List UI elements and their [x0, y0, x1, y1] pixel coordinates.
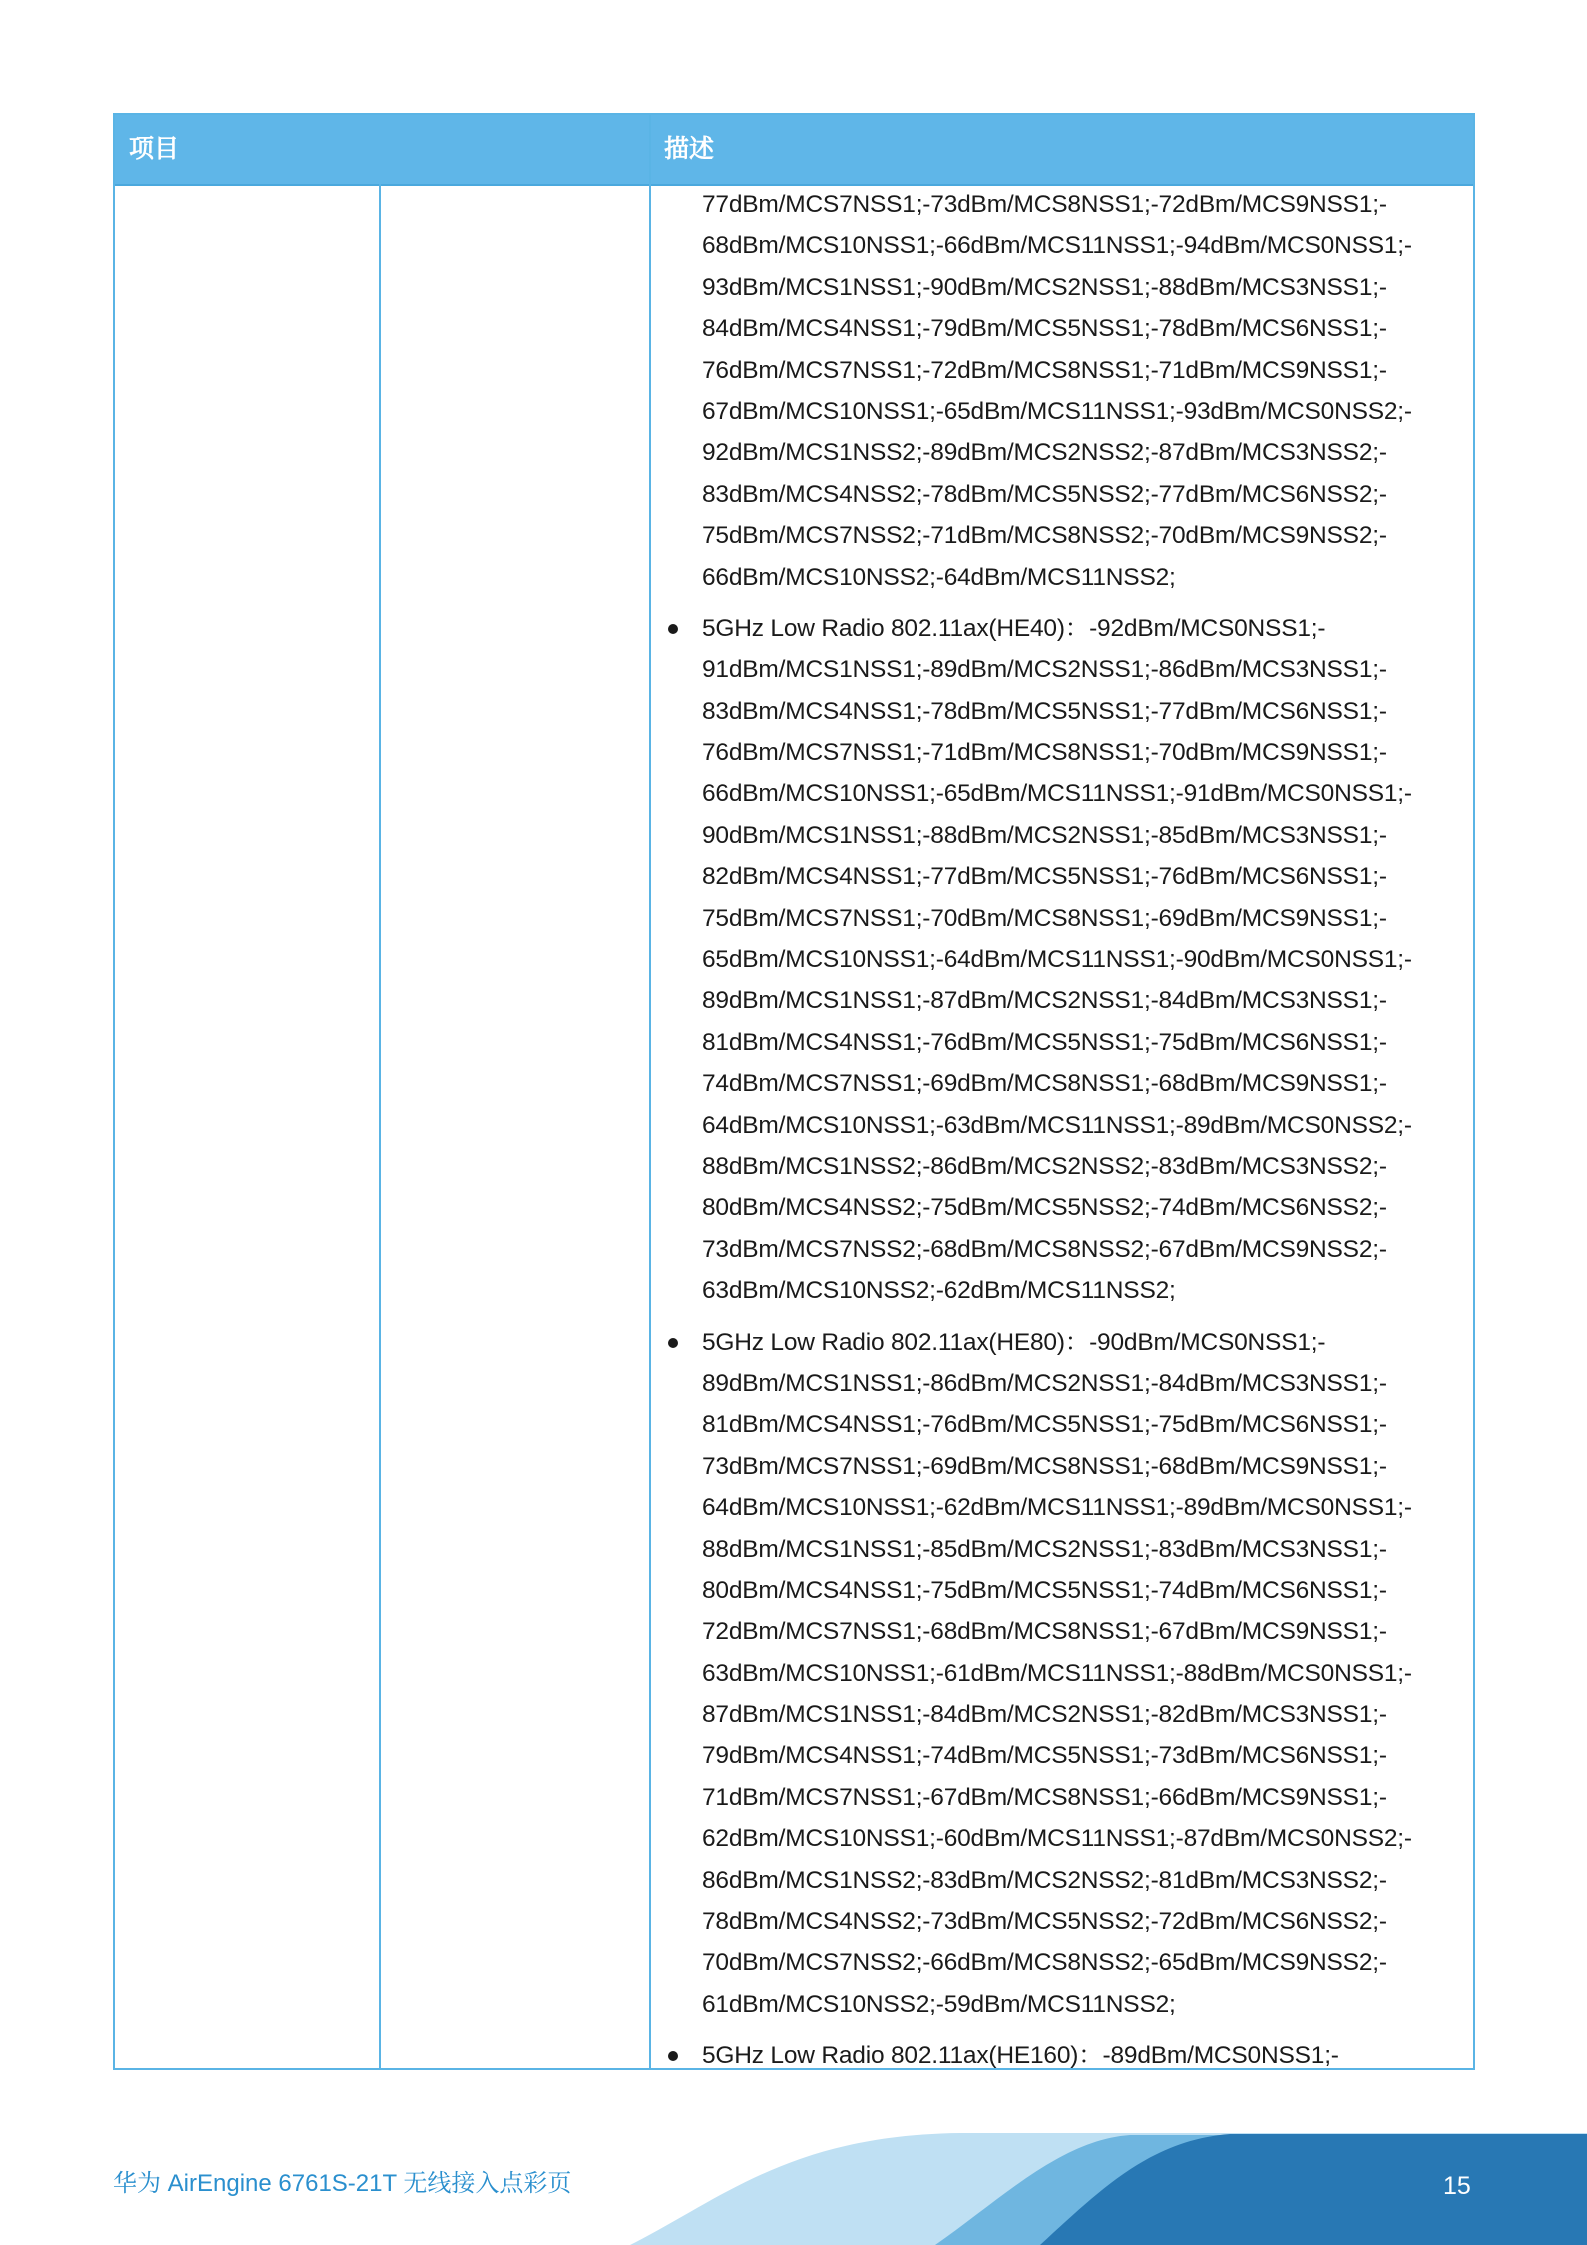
text-line: 88dBm/MCS1NSS1;-85dBm/MCS2NSS1;-83dBm/MCS3NSS1;-: [702, 1535, 1387, 1563]
text-line: 80dBm/MCS4NSS2;-75dBm/MCS5NSS2;-74dBm/MCS6NSS2;-: [702, 1194, 1387, 1222]
text-line: 81dBm/MCS4NSS1;-76dBm/MCS5NSS1;-75dBm/MCS6NSS1;-: [702, 1028, 1387, 1056]
text-line: 66dBm/MCS10NSS2;-64dBm/MCS11NSS2;: [702, 563, 1176, 591]
description-text: [702, 184, 1442, 2068]
text-line: 93dBm/MCS1NSS1;-90dBm/MCS2NSS1;-88dBm/MCS3NSS1;-: [702, 273, 1387, 301]
text-line: 83dBm/MCS4NSS1;-78dBm/MCS5NSS1;-77dBm/MCS6NSS1;-: [702, 697, 1387, 725]
spec-table: [113, 113, 1475, 2070]
text-line: 86dBm/MCS1NSS2;-83dBm/MCS2NSS2;-81dBm/MCS3NSS2;-: [702, 1866, 1387, 1894]
text-line: 63dBm/MCS10NSS1;-61dBm/MCS11NSS1;-88dBm/MCS0NSS1;-: [702, 1659, 1412, 1687]
text-line: 91dBm/MCS1NSS1;-89dBm/MCS2NSS1;-86dBm/MCS3NSS1;-: [702, 656, 1387, 684]
bullet-item: [702, 1322, 1442, 2036]
text-line: 81dBm/MCS4NSS1;-76dBm/MCS5NSS1;-75dBm/MCS6NSS1;-: [702, 1411, 1387, 1439]
text-line: 74dBm/MCS7NSS1;-69dBm/MCS8NSS1;-68dBm/MCS9NSS1;-: [702, 1070, 1387, 1098]
text-line: 71dBm/MCS7NSS1;-67dBm/MCS8NSS1;-66dBm/MCS9NSS1;-: [702, 1783, 1387, 1811]
text-line: 65dBm/MCS10NSS1;-64dBm/MCS11NSS1;-90dBm/MCS0NSS1;-: [702, 946, 1412, 974]
page-footer: [0, 2130, 1587, 2245]
subcolumn-divider: [379, 184, 381, 2068]
text-line: 76dBm/MCS7NSS1;-72dBm/MCS8NSS1;-71dBm/MCS9NSS1;-: [702, 356, 1387, 384]
text-line: 78dBm/MCS4NSS2;-73dBm/MCS5NSS2;-72dBm/MCS6NSS2;-: [702, 1908, 1387, 1936]
text-line: 88dBm/MCS1NSS2;-86dBm/MCS2NSS2;-83dBm/MCS3NSS2;-: [702, 1152, 1387, 1180]
header-item: 项目: [129, 135, 180, 163]
header-description: 描述: [664, 135, 715, 163]
text-line: 82dBm/MCS4NSS1;-77dBm/MCS5NSS1;-76dBm/MCS6NSS1;-: [702, 863, 1387, 891]
bullet-item: [702, 608, 1442, 1322]
text-line: 73dBm/MCS7NSS2;-68dBm/MCS8NSS2;-67dBm/MCS9NSS2;-: [702, 1235, 1387, 1263]
text-line: 79dBm/MCS4NSS1;-74dBm/MCS5NSS1;-73dBm/MCS6NSS1;-: [702, 1742, 1387, 1770]
bullet-icon: [668, 1338, 678, 1348]
text-line: 83dBm/MCS4NSS2;-78dBm/MCS5NSS2;-77dBm/MCS6NSS2;-: [702, 480, 1387, 508]
text-line: 62dBm/MCS10NSS1;-60dBm/MCS11NSS1;-87dBm/MCS0NSS2;-: [702, 1825, 1412, 1853]
text-line: 64dBm/MCS10NSS1;-62dBm/MCS11NSS1;-89dBm/MCS0NSS1;-: [702, 1494, 1412, 1522]
text-line: 89dBm/MCS1NSS1;-87dBm/MCS2NSS1;-84dBm/MCS3NSS1;-: [702, 987, 1387, 1015]
text-line: 92dBm/MCS1NSS2;-89dBm/MCS2NSS2;-87dBm/MCS3NSS2;-: [702, 439, 1387, 467]
text-line: 5GHz Low Radio 802.11ax(HE160)：-89dBm/MCS0NSS1;-: [702, 2042, 1339, 2068]
description-cell: [651, 184, 1473, 2068]
text-line: 61dBm/MCS10NSS2;-59dBm/MCS11NSS2;: [702, 1990, 1176, 2018]
bullet-item: [702, 2035, 1442, 2068]
text-line: 70dBm/MCS7NSS2;-66dBm/MCS8NSS2;-65dBm/MCS9NSS2;-: [702, 1949, 1387, 1977]
text-line: 63dBm/MCS10NSS2;-62dBm/MCS11NSS2;: [702, 1277, 1176, 1305]
text-line: 75dBm/MCS7NSS1;-70dBm/MCS8NSS1;-69dBm/MCS9NSS1;-: [702, 904, 1387, 932]
text-line: 75dBm/MCS7NSS2;-71dBm/MCS8NSS2;-70dBm/MCS9NSS2;-: [702, 522, 1387, 550]
text-line: 67dBm/MCS10NSS1;-65dBm/MCS11NSS1;-93dBm/MCS0NSS2;-: [702, 397, 1412, 425]
text-line: 72dBm/MCS7NSS1;-68dBm/MCS8NSS1;-67dBm/MCS9NSS1;-: [702, 1618, 1387, 1646]
table-header: [115, 115, 1473, 186]
text-line: 89dBm/MCS1NSS1;-86dBm/MCS2NSS1;-84dBm/MCS3NSS1;-: [702, 1369, 1387, 1397]
text-line: 5GHz Low Radio 802.11ax(HE40)：-92dBm/MCS0NSS1;-: [702, 614, 1326, 642]
text-line: 76dBm/MCS7NSS1;-71dBm/MCS8NSS1;-70dBm/MCS9NSS1;-: [702, 739, 1387, 767]
text-line: 77dBm/MCS7NSS1;-73dBm/MCS8NSS1;-72dBm/MCS9NSS1;-: [702, 191, 1387, 218]
text-line: 90dBm/MCS1NSS1;-88dBm/MCS2NSS1;-85dBm/MCS3NSS1;-: [702, 821, 1387, 849]
text-line: 5GHz Low Radio 802.11ax(HE80)：-90dBm/MCS0NSS1;-: [702, 1328, 1326, 1356]
footer-title: 华为 AirEngine 6761S-21T 无线接入点彩页: [113, 2170, 572, 2197]
continued-text: [702, 184, 1442, 608]
text-line: 87dBm/MCS1NSS1;-84dBm/MCS2NSS1;-82dBm/MCS3NSS1;-: [702, 1701, 1387, 1729]
text-line: 80dBm/MCS4NSS1;-75dBm/MCS5NSS1;-74dBm/MCS6NSS1;-: [702, 1576, 1387, 1604]
text-line: 73dBm/MCS7NSS1;-69dBm/MCS8NSS1;-68dBm/MCS9NSS1;-: [702, 1452, 1387, 1480]
bullet-icon: [668, 2051, 678, 2061]
text-line: 66dBm/MCS10NSS1;-65dBm/MCS11NSS1;-91dBm/MCS0NSS1;-: [702, 780, 1412, 808]
text-line: 64dBm/MCS10NSS1;-63dBm/MCS11NSS1;-89dBm/MCS0NSS2;-: [702, 1111, 1412, 1139]
text-line: 68dBm/MCS10NSS1;-66dBm/MCS11NSS1;-94dBm/MCS0NSS1;-: [702, 232, 1412, 260]
page-number: 15: [1443, 2172, 1471, 2200]
text-line: 84dBm/MCS4NSS1;-79dBm/MCS5NSS1;-78dBm/MCS6NSS1;-: [702, 315, 1387, 343]
bullet-icon: [668, 624, 678, 634]
